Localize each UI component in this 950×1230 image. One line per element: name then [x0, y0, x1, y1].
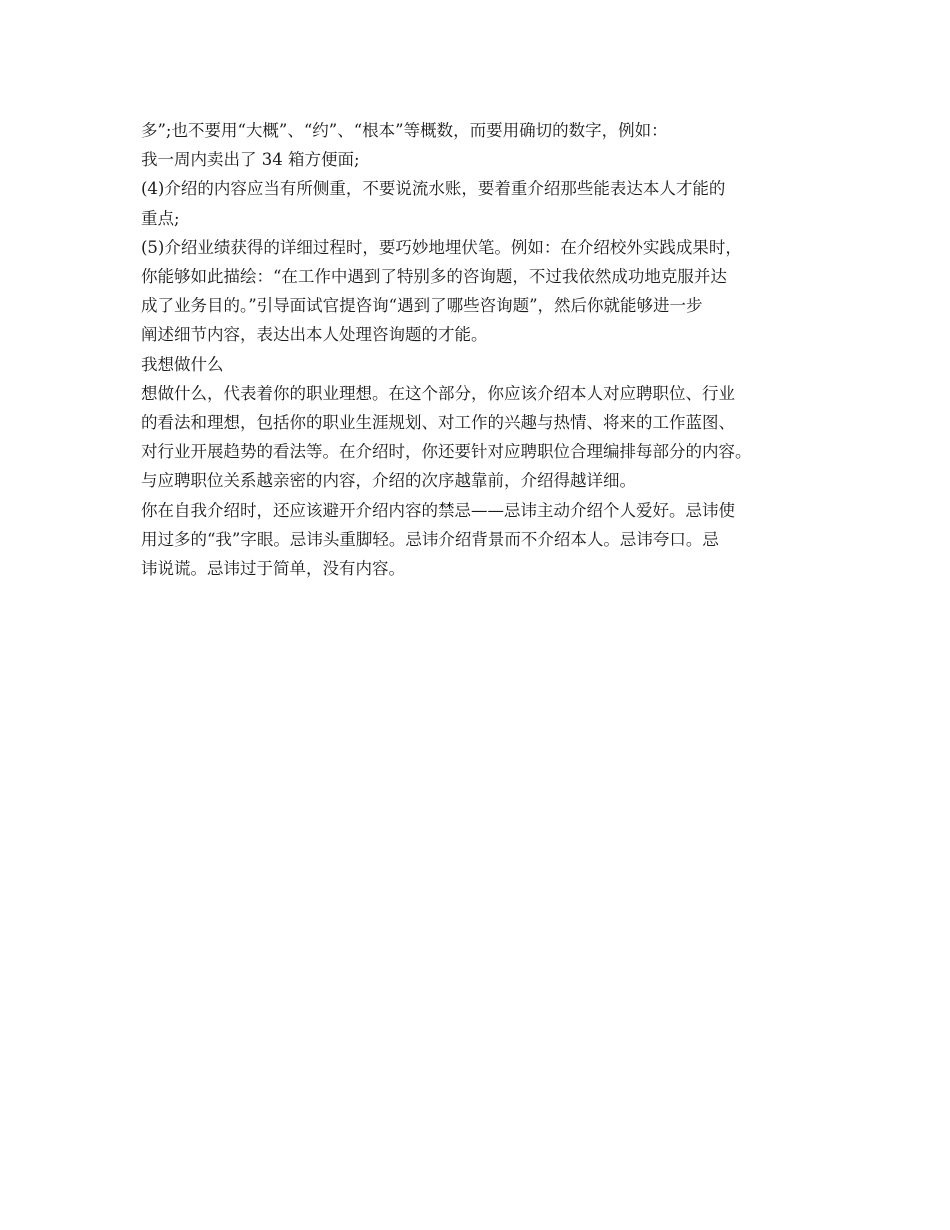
text-line: 你在自我介绍时，还应该避开介绍内容的禁忌——忌讳主动介绍个人爱好。忌讳使: [141, 500, 735, 520]
document-body: [141, 116, 821, 583]
text-line: 阐述细节内容，表达出本人处理咨询题的才能。: [141, 325, 488, 345]
text-line: 成了业务目的。”引导面试官提咨询“遇到了哪些咨询题”，然后你就能够进一步: [141, 296, 703, 316]
list-item-5: (5)介绍业绩获得的详细过程时，要巧妙地埋伏笔。例如：在介绍校外实践成果时，: [141, 237, 742, 257]
text-line: 多”;也不要用“大概”、“约”、“根本”等概数，而要用确切的数字，例如：: [141, 121, 668, 140]
text-line: 的看法和理想，包括你的职业生涯规划、对工作的兴趣与热情、将来的工作蓝图、: [141, 413, 735, 433]
text-line: 与应聘职位关系越亲密的内容，介绍的次序越靠前，介绍得越详细。: [141, 471, 636, 491]
text-line: 对行业开展趋势的看法等。在介绍时，你还要针对应聘职位合理编排每部分的内容。: [141, 442, 752, 462]
text-line: 讳说谎。忌讳过于简单，没有内容。: [141, 559, 405, 579]
text-line: 用过多的“我”字眼。忌讳头重脚轻。忌讳介绍背景而不介绍本人。忌讳夸口。忌: [141, 529, 719, 549]
list-item-4: (4)介绍的内容应当有所侧重，不要说流水账，要着重介绍那些能表达本人才能的: [141, 179, 726, 199]
text-line: 我一周内卖出了 34 箱方便面;: [141, 150, 360, 170]
text-line: 想做什么，代表着你的职业理想。在这个部分，你应该介绍本人对应聘职位、行业: [141, 383, 735, 403]
text-line: 你能够如此描绘：“在工作中遇到了特别多的咨询题，不过我依然成功地克服并达: [141, 267, 727, 287]
section-heading: 我想做什么: [141, 354, 224, 374]
text-line: 重点;: [141, 208, 180, 228]
